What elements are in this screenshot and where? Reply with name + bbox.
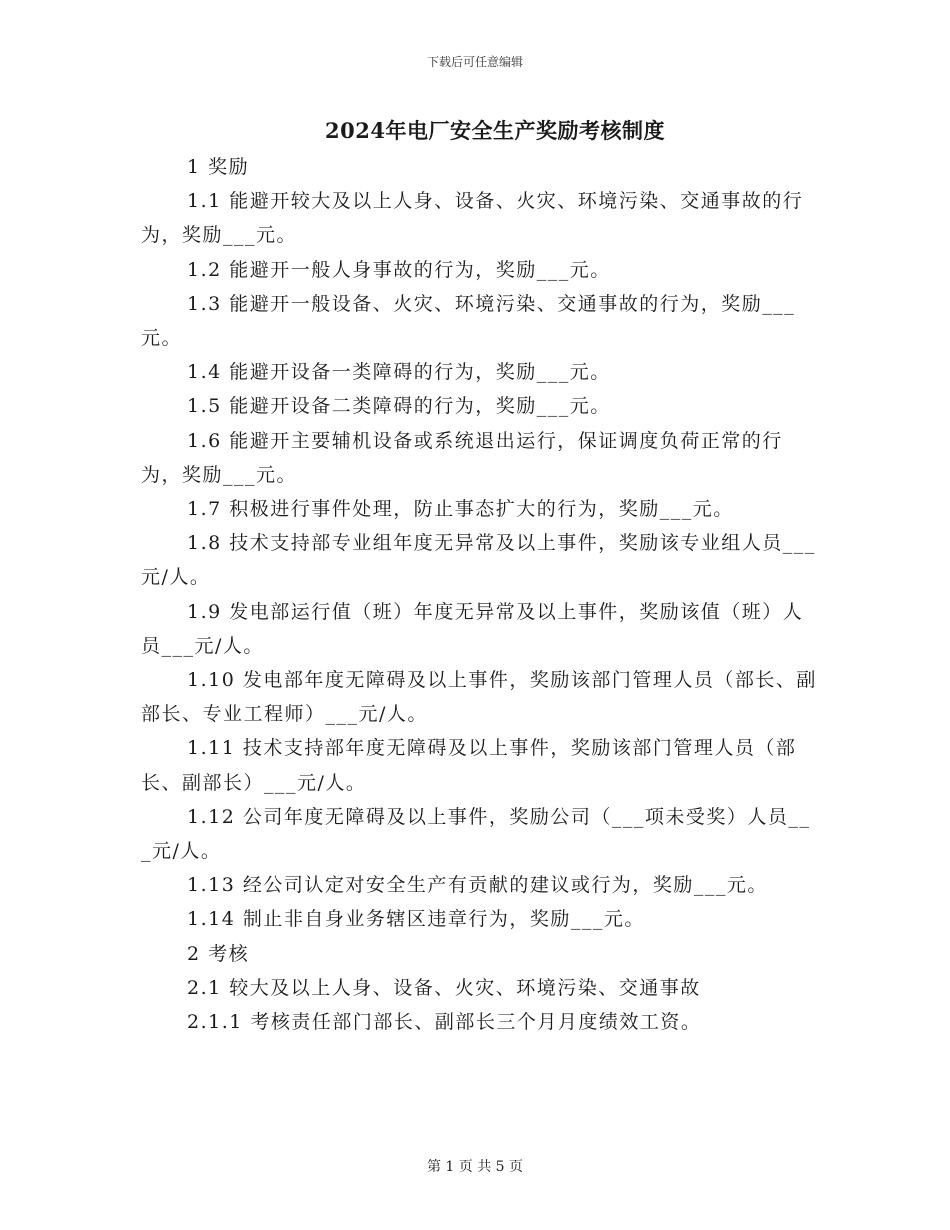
paragraph-1-10: 1.10 发电部年度无障碍及以上事件，奖励该部门管理人员（部长、副部长、专业工程师）___元/人。 (141, 669, 817, 726)
header-note: 下载后可任意编辑 (426, 55, 523, 69)
paragraph-1-9: 1.9 发电部运行值（班）年度无异常及以上事件，奖励该值（班）人员___元/人。 (141, 600, 804, 657)
paragraph-1-1: 1.1 能避开较大及以上人身、设备、火灾、环境污染、交通事故的行为，奖励___元。 (141, 190, 804, 247)
paragraph-1-6: 1.6 能避开主要辅机设备或系统退出运行，保证调度负荷正常的行为，奖励___元。 (141, 429, 783, 486)
paragraph-1-13: 1.13 经公司认定对安全生产有贡献的建议或行为，奖励___元。 (187, 874, 768, 897)
paragraph-1-12: 1.12 公司年度无障碍及以上事件，奖励公司（___项未受奖）人员___元/人。 (141, 805, 811, 863)
paragraph-1-11: 1.11 技术支持部年度无障碍及以上事件，奖励该部门管理人员（部长、副部长）___元/人。 (141, 737, 797, 794)
paragraph-2-1-1: 2.1.1 考核责任部门部长、副部长三个月月度绩效工资。 (187, 1011, 702, 1034)
paragraph-1-5: 1.5 能避开设备二类障碍的行为，奖励___元。 (187, 395, 611, 418)
page-footer: 第 1 页 共 5 页 (426, 1159, 524, 1175)
paragraph-1-7: 1.7 积极进行事件处理，防止事态扩大的行为，奖励___元。 (187, 498, 734, 521)
paragraph-1-14: 1.14 制止非自身业务辖区违章行为，奖励___元。 (187, 908, 645, 931)
paragraph-section-2: 2 考核 (187, 942, 250, 965)
paragraph-1-3: 1.3 能避开一般设备、火灾、环境污染、交通事故的行为，奖励___元。 (141, 292, 796, 350)
paragraph-section-1: 1 奖励 (187, 156, 250, 178)
paragraph-1-4: 1.4 能避开设备一类障碍的行为，奖励___元。 (187, 361, 611, 384)
document-body (141, 150, 821, 1039)
paragraph-2-1: 2.1 较大及以上人身、设备、火灾、环境污染、交通事故 (187, 976, 701, 999)
paragraph-1-8: 1.8 技术支持部专业组年度无异常及以上事件，奖励该专业组人员___元/人。 (141, 532, 816, 589)
paragraph-1-2: 1.2 能避开一般人身事故的行为，奖励___元。 (187, 258, 611, 281)
document-title: 2024年电厂安全生产奖励考核制度 (325, 118, 665, 143)
